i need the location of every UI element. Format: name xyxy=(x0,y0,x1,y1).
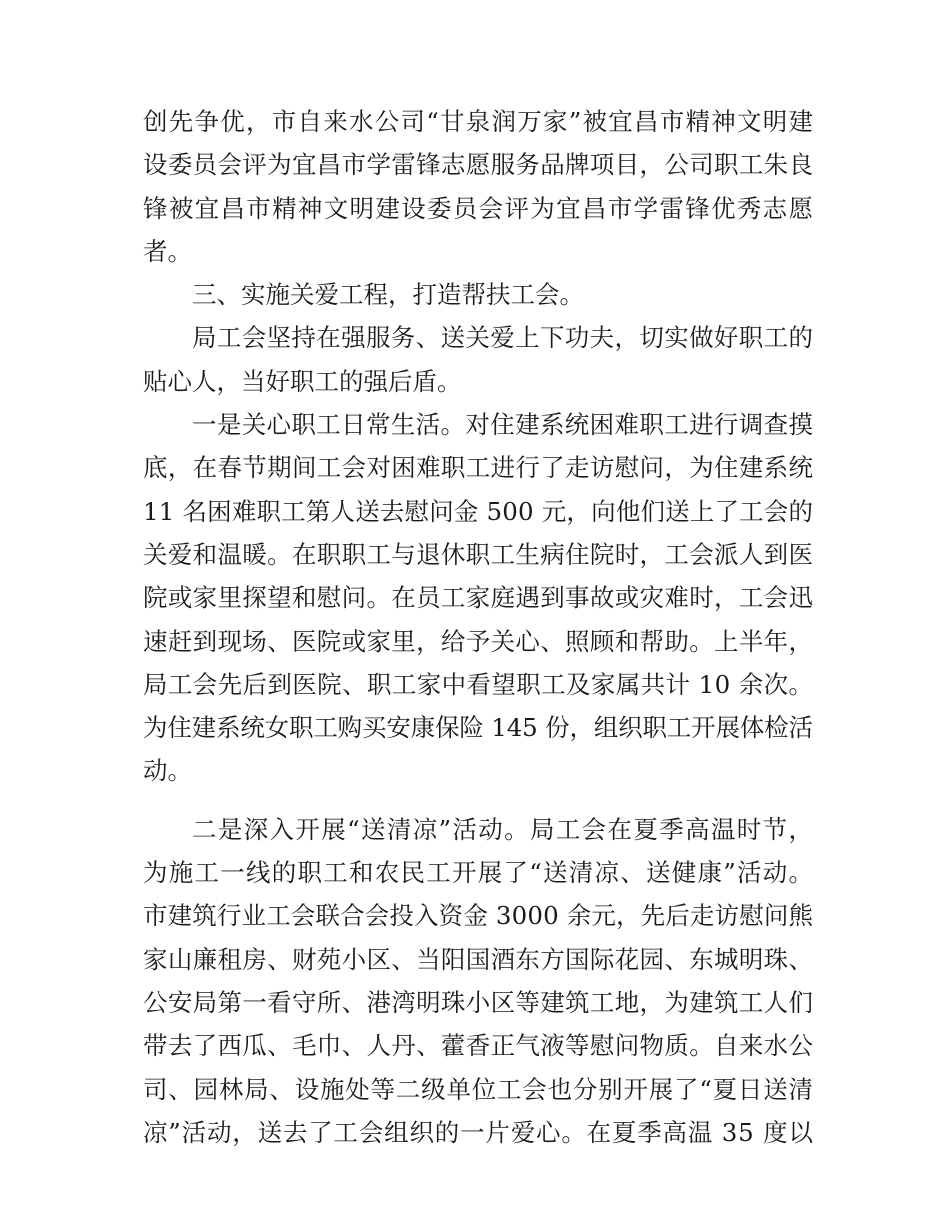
line-text: 市建筑行业工会联合会投入资金 3000 余元，先后走访慰问熊 xyxy=(143,901,814,931)
paragraph-line xyxy=(143,938,813,981)
paragraph-line xyxy=(143,576,813,619)
line-text: 二是深入开展“送清凉”活动。局工会在夏季高温时节， xyxy=(192,814,815,844)
line-text: 动。 xyxy=(143,756,192,786)
paragraph-line xyxy=(143,360,813,403)
line-text: 局工会坚持在强服务、送关爱上下功夫，切实做好职工的 xyxy=(192,323,814,353)
paragraph-line xyxy=(143,981,813,1024)
line-text: 一是关心职工日常生活。对住建系统困难职工进行调查摸 xyxy=(192,410,814,440)
paragraph-line xyxy=(143,403,813,446)
paragraph-line xyxy=(143,808,813,851)
line-text: 速赶到现场、医院或家里，给予关心、照顾和帮助。上半年， xyxy=(143,626,814,656)
line-text: 家山廉租房、财苑小区、当阳国酒东方国际花园、东城明珠、 xyxy=(143,944,814,974)
line-text: 局工会先后到医院、职工家中看望职工及家属共计 10 余次。 xyxy=(143,669,814,699)
line-text: 凉”活动，送去了工会组织的一片爱心。在夏季高温 35 度以 xyxy=(143,1117,814,1147)
paragraph-line xyxy=(143,1068,813,1111)
heading-text: 三、实施关爱工程，打造帮扶工会。 xyxy=(192,280,584,310)
paragraph-gap xyxy=(143,793,813,808)
line-text: 者。 xyxy=(143,236,192,266)
section-heading xyxy=(143,273,813,316)
line-text: 11 名困难职工第人送去慰问金 500 元，向他们送上了工会的 xyxy=(143,496,814,526)
paragraph-line xyxy=(143,749,813,792)
paragraph-line xyxy=(143,316,813,359)
line-text: 为施工一线的职工和农民工开展了“送清凉、送健康”活动。 xyxy=(143,858,815,888)
paragraph-line xyxy=(143,490,813,533)
paragraph-line xyxy=(143,851,813,894)
paragraph-line xyxy=(143,1024,813,1067)
paragraph-line xyxy=(143,187,813,230)
paragraph-line xyxy=(143,446,813,489)
line-text: 设委员会评为宜昌市学雷锋志愿服务品牌项目，公司职工朱良 xyxy=(143,150,814,180)
document-body xyxy=(143,100,813,1154)
line-text: 带去了西瓜、毛巾、人丹、藿香正气液等慰问物质。自来水公 xyxy=(143,1031,814,1061)
paragraph-line xyxy=(143,663,813,706)
paragraph-line xyxy=(143,100,813,143)
paragraph-line xyxy=(143,143,813,186)
line-text: 公安局第一看守所、港湾明珠小区等建筑工地，为建筑工人们 xyxy=(143,987,814,1017)
paragraph-line xyxy=(143,533,813,576)
line-text: 贴心人，当好职工的强后盾。 xyxy=(143,366,462,396)
line-text: 司、园林局、设施处等二级单位工会也分别开展了“夏日送清 xyxy=(143,1074,814,1104)
line-text: 创先争优，市自来水公司“甘泉润万家”被宜昌市精神文明建 xyxy=(143,107,815,136)
line-text: 为住建系统女职工购买安康保险 145 份，组织职工开展体检活 xyxy=(143,713,813,743)
line-text: 底，在春节期间工会对困难职工进行了走访慰问，为住建系统 xyxy=(143,453,814,483)
paragraph-line xyxy=(143,620,813,663)
line-text: 院或家里探望和慰问。在员工家庭遇到事故或灾难时，工会迅 xyxy=(143,583,814,613)
paragraph-line xyxy=(143,1111,813,1154)
paragraph-line xyxy=(143,706,813,749)
line-text: 锋被宜昌市精神文明建设委员会评为宜昌市学雷锋优秀志愿 xyxy=(143,193,815,223)
paragraph-line xyxy=(143,894,813,937)
paragraph-line xyxy=(143,230,813,273)
line-text: 关爱和温暖。在职职工与退休职工生病住院时，工会派人到医 xyxy=(143,539,814,569)
